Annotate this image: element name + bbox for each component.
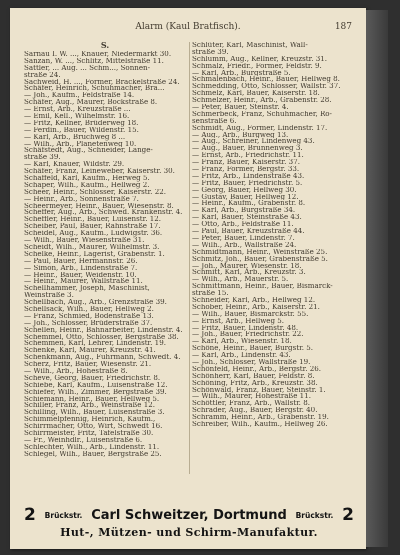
- directory-entry: Schilling, Wilh., Bauer, Luisenstraße 3.: [24, 409, 165, 417]
- directory-entry: Schöttler, Franz, Arb., Wallstr. 8.: [192, 400, 310, 408]
- directory-entry: Schäfer, Heinrich, Schuhmacher, Bra...: [24, 85, 165, 93]
- directory-entry: — Karl, Arb., Burgstraße 5.: [192, 69, 291, 77]
- directory-entry: — Heinr., Bauer, Weidenstr. 10.: [24, 271, 137, 279]
- directory-entry: Schmerbeck, Franz, Schuhmacher, Ro-: [192, 110, 332, 118]
- section-letter: S.: [100, 40, 110, 50]
- directory-entry: Schaffeld, Karl, Kaufm., Herweg 5.: [24, 175, 150, 182]
- directory-entry: Schmitz, Joh., Bauer, Grabenstraße 5.: [192, 255, 328, 263]
- directory-entry: senstraße 6.: [192, 117, 237, 125]
- directory-entry: — Otto, Arb., Feldstraße 11.: [192, 221, 294, 229]
- ad-number-left: 2: [24, 505, 36, 525]
- directory-entry: Schramm, Heinr., Arb., Grabenstr. 19.: [192, 414, 329, 421]
- page-header: [10, 22, 366, 34]
- directory-entry: Schenke, Karl, Maurer, Kreuzstr. 41.: [24, 347, 156, 355]
- directory-entry: Schreiber, Wilh., Kaufm., Hellweg 26.: [192, 420, 328, 428]
- page-title: Alarm (Kaul Bratfisch).: [135, 22, 241, 32]
- directory-entry: — Karl, Arb., Wiesenstr. 18.: [192, 338, 292, 346]
- book-edge: [366, 10, 388, 547]
- directory-entry: Schober, Heinr., Arb., Kaiserstr. 21.: [192, 303, 320, 311]
- directory-entry: Schöne, Heinr., Bauer, Burgstr. 5.: [192, 345, 313, 353]
- ad-tagline: Hut-, Mützen- und Schirm-Manufaktur.: [60, 526, 318, 539]
- directory-entry: — Wilh., Arb., Wallstraße 24.: [192, 241, 297, 249]
- ad-street-right: Brückstr.: [295, 510, 334, 520]
- directory-entry: Schöning, Fritz, Arb., Kreuzstr. 38.: [192, 379, 318, 387]
- directory-entry: Schäfer, Aug., Maurer, Bockstraße 8.: [24, 99, 158, 107]
- directory-entry: Scherz, Fritz, Bauer, Wiesenstr. 21.: [24, 361, 152, 368]
- ad-street-left: Brückstr.: [44, 510, 83, 520]
- directory-entry: Scheffler, Heinr., Bauer, Luisenstr. 12.: [24, 216, 162, 224]
- directory-entry: Schemmel, Otto, Schlosser, Bergstraße 38.: [24, 333, 179, 341]
- directory-entry: — Joh., Kaufm., Feldstraße 14.: [24, 92, 135, 100]
- directory-entry: — Wilh., Maurer, Hohestraße 11.: [192, 393, 311, 401]
- directory-entry: Schönherr, Karl, Bauer, Feldstr. 8.: [192, 372, 315, 380]
- directory-entry: — Heinr., Maurer, Wallstraße 11.: [24, 278, 143, 286]
- directory-entry: Schelke, Heinr., Lagerist, Grabenstr. 1.: [24, 250, 165, 258]
- directory-entry: — Peter, Bauer, Steinstr. 4.: [192, 104, 289, 111]
- directory-entry: Schmitt, Karl, Arb., Kreuzstr. 3.: [192, 269, 306, 277]
- directory-entry: — Franz, Bauer, Kaiserstr. 37.: [192, 159, 300, 167]
- directory-entry: straße 24.: [24, 71, 61, 79]
- directory-entry: Sanzan, W. ..., Schlitz, Mittelstraße 11.: [24, 57, 164, 65]
- advertisement-banner: [24, 506, 354, 524]
- directory-entry: — Wilh., Arb., Hohestraße 8.: [24, 367, 128, 375]
- directory-entry: — Gustav, Bauer, Hellweg 12.: [192, 193, 299, 201]
- directory-entry: Schiebe, Karl, Kaufm., Luisenstraße 12.: [24, 381, 168, 389]
- directory-entry: — Joh., Bauer, Friedrichstr. 22.: [192, 331, 304, 339]
- directory-entry: Weinstraße 3.: [24, 292, 74, 300]
- directory-entry: — Karl, Arb., Bruchweg 8 ...: [24, 133, 126, 141]
- directory-entry: — Joh., Maurer, Wiesenstr. 18.: [192, 262, 302, 270]
- directory-entry: Scheffer, Aug., Arb., Schwed. Krankenstr. 4.: [24, 209, 183, 217]
- directory-entry: straße 39.: [192, 48, 229, 56]
- directory-entry: — Fritz, Bauer, Lindenstr. 48.: [192, 324, 299, 332]
- directory-entry: Schiller, Franz, Arb., Weinstraße 12.: [24, 402, 156, 410]
- directory-entry: Schellsack, Wilh., Bauer, Hellweg 2.: [24, 305, 154, 313]
- directory-entry: — Heinr., Kaufm., Grabenstr. 8.: [192, 200, 306, 208]
- right-column: [192, 42, 354, 474]
- directory-entry: Sattler, ... Aug. ... Schm..., Sonnen-: [24, 64, 150, 72]
- directory-entry: Schaper, Wilh., Kaufm., Hellweg 2.: [24, 181, 150, 189]
- directory-entry: straße 39.: [24, 154, 61, 162]
- directory-entry: — Wilh., Bauer, Bismarckstr. 55.: [192, 310, 309, 318]
- directory-entry: Schlegel, Wilh., Bauer, Bergstraße 25.: [24, 450, 162, 458]
- directory-entry: Schmelzer, Heinr., Arb., Grabenstr. 28.: [192, 97, 332, 105]
- directory-entry: Scheve, Georg, Bauer, Friedrichstr. 8.: [24, 374, 161, 382]
- directory-entry: — Ferdin., Bauer, Wildenstr. 15.: [24, 126, 139, 134]
- directory-entry: — Joh., Schlosser, Brüderstraße 37.: [24, 319, 153, 327]
- directory-entry: Schönfeld, Heinr., Arb., Bergstr. 26.: [192, 365, 322, 373]
- directory-entry: Schirrmeister, Fritz, Tafelstraße 30.: [24, 429, 154, 437]
- ad-number-right: 2: [342, 505, 354, 525]
- directory-entry: Scheiber, Paul, Bauer, Rahnstraße 17.: [24, 223, 161, 231]
- directory-entry: — Karl, Bauer, Steinstraße 43.: [192, 214, 302, 222]
- directory-entry: — Paul, Bauer, Hermannstr. 26.: [24, 257, 138, 265]
- directory-entry: — Georg, Bauer, Hellweg 30.: [192, 186, 297, 194]
- directory-entry: Schiefer, Wilh., Zimmer, Bergstraße 39.: [24, 388, 167, 396]
- directory-entry: — Aug., Arb., Burgweg 13.: [192, 131, 289, 139]
- directory-entry: — Wilh., Arb., Mauerstr. 5.: [192, 276, 289, 284]
- directory-entry: Schiemann, Heinr., Bauer, Hellweg 5.: [24, 395, 160, 403]
- directory-entry: — Fritz, Arb., Lindenstraße 43.: [192, 172, 305, 180]
- directory-entry: Schneider, Karl, Arb., Hellweg 12.: [192, 296, 316, 304]
- directory-entry: Schmedding, Otto, Schlosser, Wallstr. 37.: [192, 83, 341, 91]
- directory-entry: Schemmen, Karl, Lehrer, Lindenstr. 19.: [24, 340, 166, 348]
- directory-entry: Scheidel, Aug., Kaufm., Ludwigstr. 36.: [24, 230, 163, 238]
- left-column: [24, 42, 190, 474]
- directory-entry: Schäfer, Franz, Leineweber, Kaiserstr. 30.: [24, 168, 175, 176]
- directory-entry: — Fr., Weinhdlr., Luisenstraße 6.: [24, 436, 143, 444]
- directory-entry: Schmelz, Karl, Bauer, Kaiserstr. 18.: [192, 90, 320, 98]
- directory-entry: — Franz, Former, Bergstr. 33.: [192, 166, 300, 173]
- directory-entry: Schlüter, Karl, Maschinist, Wall-: [192, 42, 308, 49]
- directory-entry: Schellen, Heinr., Bahnarbeiter, Lindenstr. 4.: [24, 326, 183, 334]
- directory-entry: Schmalz, Friedr., Former, Feldstr. 9.: [192, 62, 322, 70]
- directory-entry: Sachweid, H. ..., Former, Brackelstraße 24.: [24, 78, 180, 86]
- directory-entry: Scheer, Heinr., Schlosser, Kaiserstr. 22.: [24, 188, 166, 196]
- directory-entry: Schmidtmann, Heinr., Weinstraße 25.: [192, 248, 328, 256]
- directory-entry: — Wilh., Bauer, Wiesenstraße 31.: [24, 237, 145, 244]
- directory-entry: Schlumm, Aug., Kellner, Kreuzstr. 31.: [192, 55, 328, 63]
- directory-entry: Scheidt, Wilh., Maurer, Wilhelmstr. 3.: [24, 243, 160, 251]
- directory-entry: — Heinr., Arb., Sonnenstraße 7.: [24, 195, 139, 203]
- ad-company-name: Carl Schweitzer, Dortmund: [91, 507, 287, 523]
- directory-entry: — Fritz, Kellner, Brüderweg 18.: [24, 119, 139, 127]
- directory-entry: — Paul, Bauer, Kreuzstraße 44.: [192, 228, 305, 235]
- directory-entry: — Franz, Schmied, Bodenstraße 13.: [24, 312, 154, 320]
- directory-entry: Schmidt, Aug., Former, Lindenstr. 17.: [192, 124, 328, 132]
- directory-entry: Schmittmann, Heinr., Bauer, Bismarck-: [192, 283, 333, 291]
- directory-entry: — Emil, Kell., Wilhelmstr. 16.: [24, 113, 130, 120]
- directory-entry: Schimmelpfennig, Heinrich, Kaufm.,: [24, 416, 156, 424]
- directory-entry: — Karl, Knauer, Wildstr. 29.: [24, 161, 125, 169]
- directory-entry: — Ernst, Arb., Friedrichstr. 11.: [192, 152, 304, 160]
- directory-entry: Schellhammer, Joseph, Maschinist,: [24, 285, 150, 293]
- directory-entry: Schönwald, Franz, Bauer, Steinstr. 1.: [192, 386, 326, 394]
- directory-entry: — Ernst, Arb., Hellweg 5.: [192, 317, 285, 325]
- directory-entry: — Wilh., Arb., Planetenweg 10.: [24, 140, 137, 148]
- directory-entry: — Ernst, Arb., Kreuzstraße ...: [24, 106, 131, 114]
- directory-entry: — Aug., Bauer, Brunnenweg 3.: [192, 145, 303, 153]
- directory-entry: Schlechter, Wilh., Arb., Lindenstr. 11.: [24, 443, 160, 451]
- directory-columns: [24, 42, 354, 474]
- directory-entry: Schellbach, Aug., Arb., Grenzstraße 39.: [24, 299, 167, 306]
- directory-entry: Schrader, Aug., Bauer, Bergstr. 40.: [192, 407, 318, 415]
- directory-entry: — Simon, Arb., Lindenstraße 7.: [24, 264, 138, 272]
- directory-entry: — Karl, Arb., Burgstraße 34.: [192, 207, 296, 215]
- directory-entry: — Karl, Arb., Lindenstr. 43.: [192, 352, 291, 359]
- directory-entry: Schenkmann, Aug., Fuhrmann, Schwedt. 4.: [24, 354, 181, 362]
- directory-entry: Schäfstedt, Aug., Schneider, Lange-: [24, 147, 153, 155]
- directory-entry: — Peter, Bauer, Lindenstr. 7.: [192, 234, 295, 242]
- directory-entry: Schirrmacher, Otto, Wirt, Schwedt 16.: [24, 423, 163, 430]
- directory-entry: Sarnau I. W. ..., Knauer, Niedermarkt 30.: [24, 51, 172, 58]
- directory-entry: — Aug., Schreiner, Lindenweg 43.: [192, 138, 315, 146]
- page-number: 187: [334, 22, 352, 32]
- directory-entry: Schmalenbach, Heinr., Bauer, Hellweg 8.: [192, 76, 340, 84]
- directory-entry: Scheermeyer, Heinr., Bauer, Wiesenstr. 8.: [24, 202, 174, 210]
- directory-page: [10, 8, 366, 549]
- directory-entry: — Fritz, Bauer, Friedrichstr. 5.: [192, 179, 303, 187]
- directory-entry: straße 15.: [192, 290, 229, 297]
- directory-entry: — Joh., Schlosser, Wallstraße 19.: [192, 358, 311, 366]
